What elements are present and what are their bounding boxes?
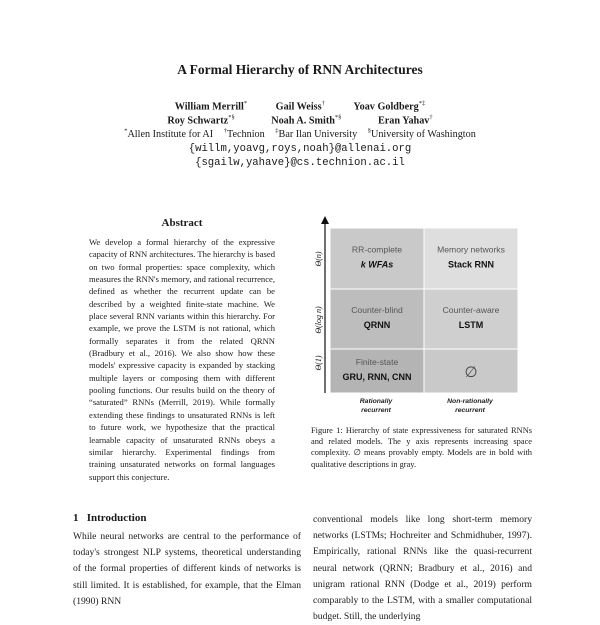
cell-models: k WFAs <box>360 259 394 270</box>
hierarchy-cell <box>330 228 424 289</box>
hierarchy-cell <box>330 349 424 393</box>
author-name: Yoav Goldberg*‡ <box>353 100 426 113</box>
affiliation: §University of Washington <box>367 128 476 141</box>
author-name: Noah A. Smith*§ <box>271 114 342 127</box>
x-label-nonrational: Non-rationally <box>447 398 493 405</box>
author-name: William Merrill* <box>174 100 248 113</box>
x-label-rational: recurrent <box>361 407 391 414</box>
cell-title: Finite-state <box>355 357 399 367</box>
cell-title: Memory networks <box>437 244 505 255</box>
author-row-1 <box>0 100 600 112</box>
intro-text-right: conventional models like long short-term memory networks (LSTMs; Hochreiter and Schmidhuber, 1997). Empirically, rational RNNs like the quasi-recurrent neural network (QRNN; Bradbury et al., 2016) and unigram rational RNN (Dodge et al., 2019) perform comparably to the LSTM, with a smaller computational budget. Still, the underlying <box>313 514 532 623</box>
cell-models: QRNN <box>363 320 391 330</box>
cell-models: Stack RNN <box>447 259 495 270</box>
affiliations <box>0 128 600 140</box>
email-line: {sgailw,yahave}@cs.technion.ac.il <box>195 157 405 169</box>
hierarchy-cell <box>424 228 518 289</box>
paper-title: A Formal Hierarchy of RNN Architectures <box>177 62 423 77</box>
y-axis-arrowhead <box>321 216 329 224</box>
hierarchy-figure <box>310 212 532 420</box>
email-line: {willm,yoavg,roys,noah}@allenai.org <box>188 143 412 155</box>
author-row-2 <box>0 114 600 126</box>
cell-title: RR-complete <box>351 244 403 255</box>
affiliation: ‡Bar Ilan University <box>275 128 358 141</box>
cell-title: Counter-aware <box>442 305 500 315</box>
cell-models: LSTM <box>458 320 484 330</box>
affiliation: †Technion <box>223 128 265 141</box>
author-name: Gail Weiss† <box>275 100 325 113</box>
abstract-text: We develop a formal hierarchy of the expressive capacity of RNN architectures. The hierarchy is based on two formal properties: space complexity, which measures the RNN's memory, and rational recurrence, defined as whether the recurrent update can be described by a weighted finite-state machine. We place several RNN variants within this hierarchy. For example, we prove the LSTM is not rational, which formally separates it from the related QRNN (Bradbury et al., 2016). We also show how these models' expressive capacity is expanded by stacking multiple layers or composing them with different pooling functions. Our results build on the theory of “saturated” RNNs (Merrill, 2019). While formally extending these findings to unsaturated RNNs is left to future work, we hypothesize that the practical learnable capacity of unsaturated RNNs obeys a similar hierarchy. Experimental findings from training unsaturated networks on formal languages support this conjecture. <box>89 237 275 482</box>
cell-models: GRU, RNN, CNN <box>342 372 412 382</box>
x-label-nonrational: recurrent <box>455 407 485 414</box>
x-label-rational: Rationally <box>359 398 393 405</box>
intro-text-left: While neural networks are central to the performance of today's strongest NLP systems, theoretical understanding of the formal properties of different kinds of networks is still limited. It is established, for example, that the Elman (1990) RNN <box>73 531 301 607</box>
y-label-linear: Θ(n) <box>314 251 323 267</box>
y-label-constant: Θ(1) <box>314 355 323 371</box>
cell-models: ∅ <box>464 364 478 381</box>
figure-caption: Figure 1: Hierarchy of state expressiveness for saturated RNNs and related models. The y axis represents increasing space complexity. ∅ means provably empty. Models are in bold with qualitative descriptions in gray. <box>311 426 532 469</box>
hierarchy-cell <box>330 289 424 349</box>
author-name: Eran Yahav† <box>377 114 433 127</box>
affiliation: *Allen Institute for AI <box>124 128 214 141</box>
hierarchy-cell <box>424 289 518 349</box>
hierarchy-grid <box>330 228 518 393</box>
cell-title: Counter-blind <box>351 305 403 315</box>
abstract-heading: Abstract <box>161 217 203 229</box>
section-heading: 1 Introduction <box>73 512 147 524</box>
author-name: Roy Schwartz*§ <box>167 114 235 127</box>
y-label-log: Θ(log n) <box>314 306 323 334</box>
